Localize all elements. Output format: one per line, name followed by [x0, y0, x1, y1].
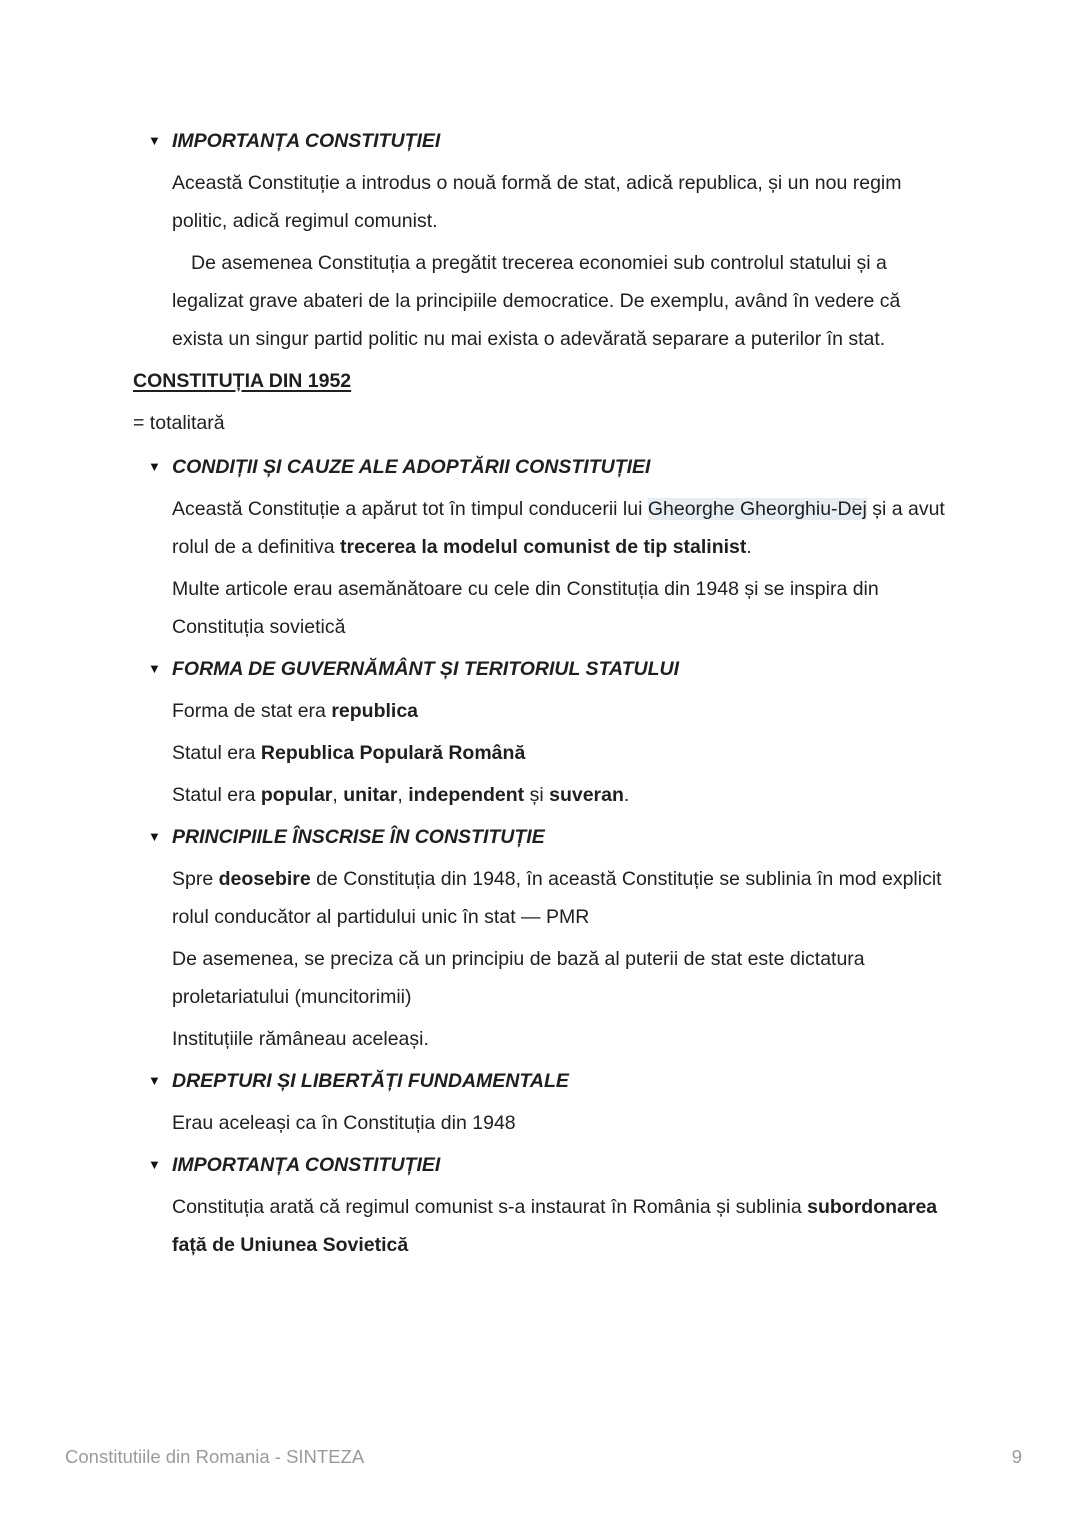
text-run: ,: [397, 784, 409, 806]
toggle-triangle-icon: ▼: [148, 1073, 161, 1088]
toggle-triangle-icon: ▼: [148, 133, 161, 148]
paragraph: [172, 1020, 952, 1058]
section-subtitle: = totalitară: [133, 412, 225, 434]
bold-text-run: subordonarea față de Uniunea Sovietică: [172, 1196, 938, 1256]
text-run: ,: [332, 784, 344, 806]
toggle-section-importanta-1: [148, 122, 952, 358]
paragraph: [172, 1188, 952, 1264]
bold-text-run: trecerea la modelul comunist de tip stalinist: [340, 536, 747, 558]
paragraph: [172, 244, 952, 358]
page-footer: [65, 1446, 1022, 1468]
toggle-triangle-icon: ▼: [148, 829, 161, 844]
text-run: și a avut rolul de a definitiva: [172, 498, 945, 558]
bold-text-run: deosebire: [218, 868, 311, 890]
footer-document-title: Constitutiile din Romania - SINTEZA: [65, 1446, 365, 1467]
section-heading: CONSTITUȚIA DIN 1952: [133, 370, 352, 392]
bold-text-run: suveran: [549, 784, 624, 806]
paragraph: [172, 164, 952, 240]
toggle-header: [148, 448, 952, 486]
text-run: Erau aceleași ca în Constituția din 1948: [172, 1112, 516, 1134]
text-run: De asemenea Constituția a pregătit trecerea economiei sub controlul statului și a legalizat grave abateri de la principiile democratice. De exemplu, având în vedere că exista un singur partid politic nu mai exista o adevărată separare a puterilor în stat.: [172, 252, 901, 350]
toggle-section-drepturi: [148, 1062, 952, 1142]
paragraph: [172, 692, 952, 730]
toggle-title: FORMA DE GUVERNĂMÂNT ȘI TERITORIUL STATULUI: [172, 658, 679, 680]
text-run: de Constituția din 1948, în această Constituție se sublinia în mod explicit rolul conducător al partidului unic în stat — PMR: [172, 868, 942, 928]
paragraph: [172, 734, 952, 772]
toggle-body: [172, 860, 952, 1058]
toggle-title: DREPTURI ȘI LIBERTĂȚI FUNDAMENTALE: [172, 1070, 569, 1092]
toggle-section-forma: [148, 650, 952, 814]
text-run: De asemenea, se preciza că un principiu de bază al puterii de stat este dictatura proletariatului (muncitorimii): [172, 948, 865, 1008]
toggle-header: [148, 122, 952, 160]
text-run: .: [746, 536, 752, 558]
toggle-title: IMPORTANȚA CONSTITUȚIEI: [172, 1154, 441, 1176]
text-run: Forma de stat era: [172, 700, 332, 722]
paragraph: [172, 570, 952, 646]
paragraph: [172, 1104, 952, 1142]
toggle-title: PRINCIPIILE ÎNSCRISE ÎN CONSTITUȚIE: [172, 826, 545, 848]
paragraph: [172, 860, 952, 936]
bold-text-run: independent: [408, 784, 525, 806]
paragraph: [172, 490, 952, 566]
toggle-body: [172, 1104, 952, 1142]
toggle-body: [172, 164, 952, 358]
toggle-body: [172, 490, 952, 646]
bold-text-run: Republica Populară Română: [260, 742, 526, 764]
text-run: Această Constituție a introdus o nouă formă de stat, adică republica, și un nou regim politic, adică regimul comunist.: [172, 172, 902, 232]
toggle-body: [172, 1188, 952, 1264]
toggle-header: [148, 1146, 952, 1184]
bold-text-run: popular: [260, 784, 333, 806]
text-run: Instituțiile rămâneau aceleași.: [172, 1028, 429, 1050]
text-run: Statul era: [172, 742, 261, 764]
text-run: Multe articole erau asemănătoare cu cele din Constituția din 1948 și se inspira din Constituția sovietică: [172, 578, 879, 638]
toggle-section-importanta-2: [148, 1146, 952, 1264]
toggle-header: [148, 650, 952, 688]
footer-page-number: 9: [1011, 1446, 1022, 1467]
text-run: Statul era: [172, 784, 261, 806]
toggle-header: [148, 1062, 952, 1100]
paragraph: [172, 776, 952, 814]
bold-text-run: unitar: [343, 784, 398, 806]
toggle-triangle-icon: ▼: [148, 661, 161, 676]
toggle-section-conditii: [148, 448, 952, 646]
text-run: Constituția arată că regimul comunist s-a instaurat în România și sublinia: [172, 1196, 808, 1218]
text-run: Această Constituție a apărut tot în timpul conducerii lui: [172, 498, 648, 520]
toggle-triangle-icon: ▼: [148, 459, 161, 474]
paragraph: [172, 940, 952, 1016]
highlighted-text-run: Gheorghe Gheorghiu-Dej: [647, 498, 867, 520]
text-run: Spre: [172, 868, 219, 890]
toggle-triangle-icon: ▼: [148, 1157, 161, 1172]
text-run: și: [524, 784, 550, 806]
toggle-title: CONDIȚII ȘI CAUZE ALE ADOPTĂRII CONSTITUȚIEI: [172, 456, 651, 478]
toggle-title: IMPORTANȚA CONSTITUȚIEI: [172, 130, 441, 152]
text-run: .: [623, 784, 630, 806]
toggle-section-principiile: [148, 818, 952, 1058]
toggle-header: [148, 818, 952, 856]
bold-text-run: republica: [331, 700, 419, 722]
toggle-body: [172, 692, 952, 814]
